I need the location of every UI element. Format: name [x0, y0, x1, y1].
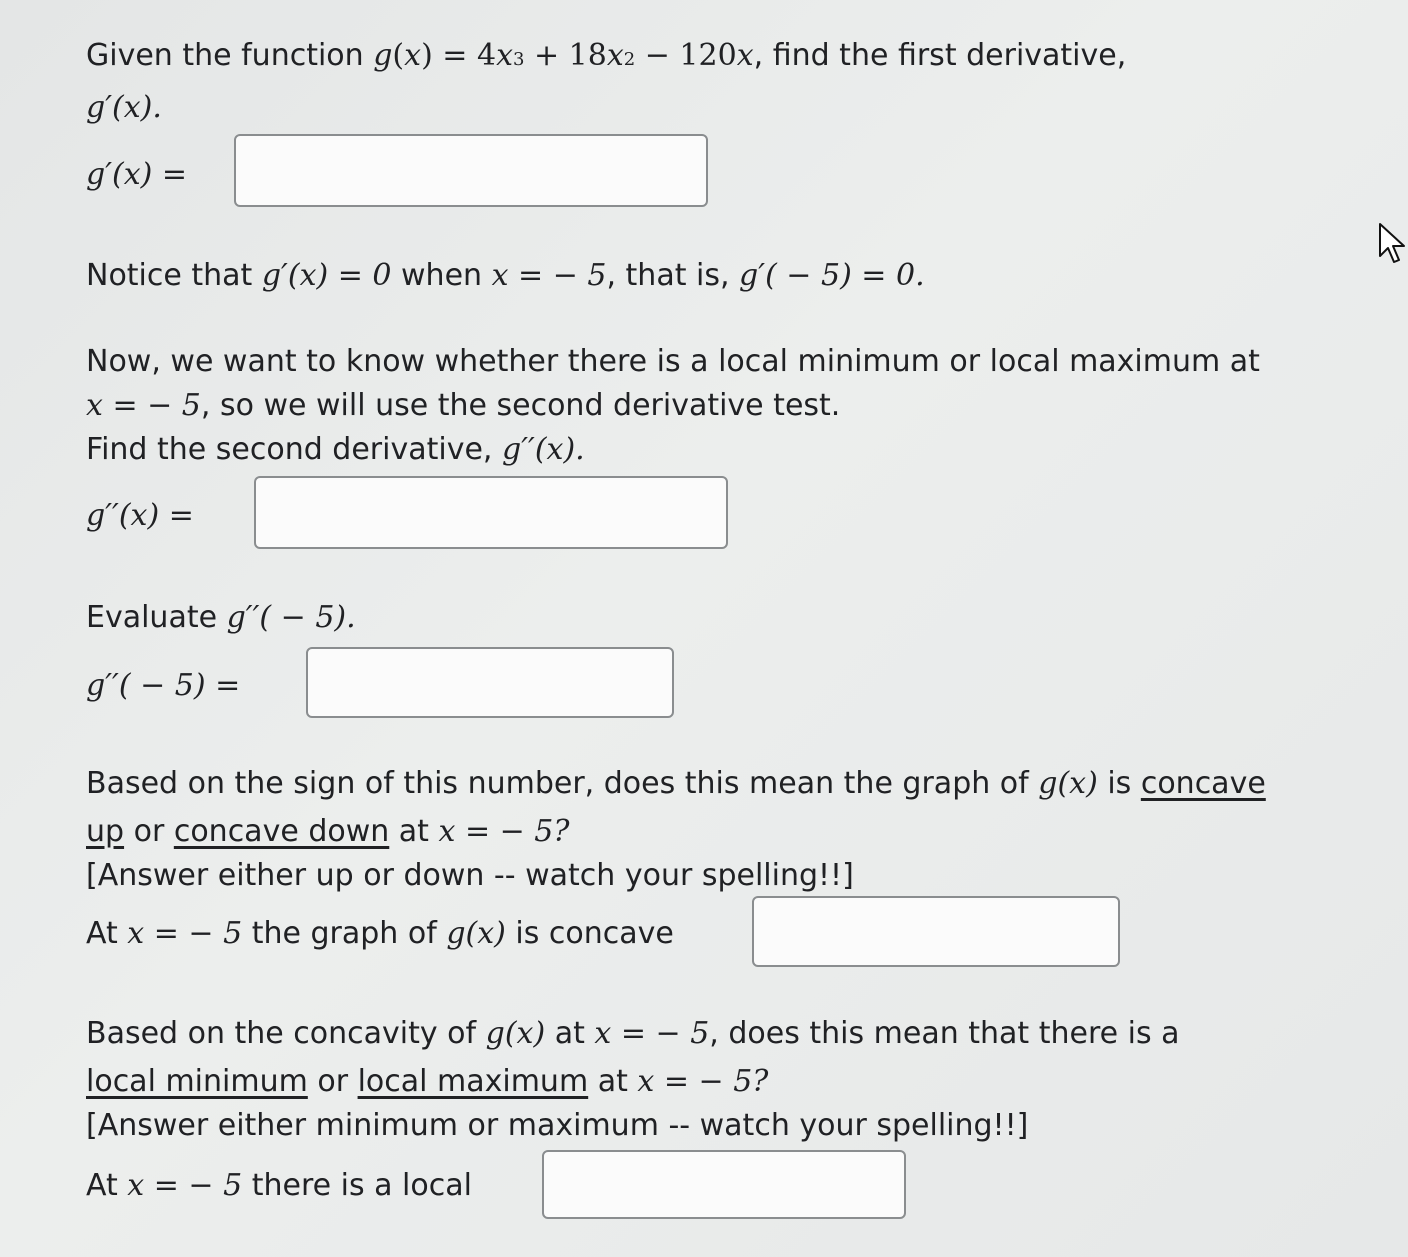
q1-prefix: Given the function — [86, 38, 374, 73]
q5-prompt-line1 — [86, 1014, 1180, 1054]
q5-answer-prefix-a: At — [86, 1168, 128, 1203]
q4-answer-prefix-a: At — [86, 916, 128, 951]
q2-line3-expr: g′′(x). — [502, 432, 585, 467]
q5-line1-text: Based on the concavity of — [86, 1016, 486, 1051]
q1-prompt-line2: g′(x). — [86, 90, 162, 125]
q5-line1-expr2: x = − 5 — [594, 1016, 710, 1051]
q4-at-expr: x = − 5? — [438, 814, 570, 849]
q4-answer-prefix-expr2: g(x) — [446, 916, 506, 951]
q1-answer-label: g′(x) = — [86, 157, 188, 192]
q4-line1-is: is — [1097, 766, 1141, 801]
q4-prompt-line2 — [86, 812, 569, 852]
q1-var: x — [404, 38, 422, 73]
q1-prompt-line1: Given the function $g(x) = 4x^3 + 18x^2 - 120x$, find the first derivative, — [86, 38, 1127, 73]
q5-answer-prefix — [86, 1166, 472, 1206]
q1-exp2: 2 — [623, 49, 636, 70]
concavity-input[interactable] — [752, 896, 1120, 967]
q2-answer-label: g′′(x) = — [86, 498, 194, 533]
local-maximum-link[interactable]: local maximum — [357, 1064, 589, 1099]
q5-line1-rest: , does this mean that there is a — [709, 1016, 1180, 1051]
q5-at-expr: x = − 5? — [637, 1064, 769, 1099]
q5-line1-at: at — [545, 1016, 595, 1051]
notice-text-a: Notice that — [86, 258, 262, 293]
q4-answer-prefix-c: is concave — [505, 916, 674, 951]
q4-answer-prefix-b: the graph of — [242, 916, 447, 951]
mouse-pointer-icon — [1378, 222, 1406, 266]
q3-prompt-expr: g′′( − 5). — [226, 600, 356, 635]
q5-answer-prefix-expr: x = − 5 — [127, 1168, 243, 1203]
q5-answer-prefix-b: there is a local — [242, 1168, 472, 1203]
second-derivative-input[interactable] — [254, 476, 728, 549]
q1-coef-b: + 18 — [524, 38, 607, 73]
q4-line1-text: Based on the sign of this number, does this mean the graph of — [86, 766, 1039, 801]
q5-instruction: [Answer either minimum or maximum -- watch your spelling!!] — [86, 1108, 1029, 1143]
q2-expr: x = − 5 — [86, 388, 201, 423]
second-derivative-value-input[interactable] — [306, 647, 674, 718]
local-minimum-link[interactable]: local minimum — [86, 1064, 308, 1099]
notice-expr1: g′(x) = 0 — [261, 258, 392, 293]
q3-prompt — [86, 598, 356, 638]
q5-or-text: or — [307, 1064, 358, 1099]
notice-expr2: x = − 5 — [491, 258, 607, 293]
q1-suffix: , find the first derivative, — [753, 38, 1127, 73]
q5-prompt-line2 — [86, 1062, 768, 1102]
q4-prompt-line1 — [86, 764, 1266, 804]
q4-line1-expr: g(x) — [1038, 766, 1098, 801]
q3-answer-label: g′′( − 5) = — [86, 668, 241, 703]
q4-instruction: [Answer either up or down -- watch your spelling!!] — [86, 858, 854, 893]
q1-func-name: g — [373, 38, 393, 73]
first-derivative-input[interactable] — [234, 134, 708, 207]
q4-at-text: at — [389, 814, 439, 849]
q1-coef-c: − 120 — [635, 38, 737, 73]
q5-at-text: at — [588, 1064, 638, 1099]
notice-text-b: when — [391, 258, 492, 293]
extremum-input[interactable] — [542, 1150, 906, 1219]
q4-answer-prefix — [86, 914, 674, 954]
q4-answer-prefix-expr: x = − 5 — [127, 916, 243, 951]
q3-prompt-text: Evaluate — [86, 600, 227, 635]
q2-prompt-line2 — [86, 386, 840, 426]
q4-or-text: or — [124, 814, 174, 849]
concave-up-link[interactable]: up — [86, 814, 125, 849]
concave-down-link[interactable]: concave down — [173, 814, 390, 849]
concave-link[interactable]: concave — [1140, 766, 1266, 801]
q2-text: , so we will use the second derivative test. — [200, 388, 841, 423]
notice-expr3: g′( − 5) = 0. — [739, 258, 925, 293]
notice-text-c: , that is, — [606, 258, 740, 293]
q2-prompt-line1: Now, we want to know whether there is a local minimum or local maximum at — [86, 344, 1260, 379]
q5-line1-expr: g(x) — [485, 1016, 546, 1051]
q1-exp3: 3 — [513, 49, 525, 70]
q2-prompt-line3 — [86, 430, 585, 470]
notice-line — [86, 256, 925, 296]
q2-line3-text: Find the second derivative, — [86, 432, 502, 467]
q1-coef-a: 4 — [476, 38, 497, 73]
